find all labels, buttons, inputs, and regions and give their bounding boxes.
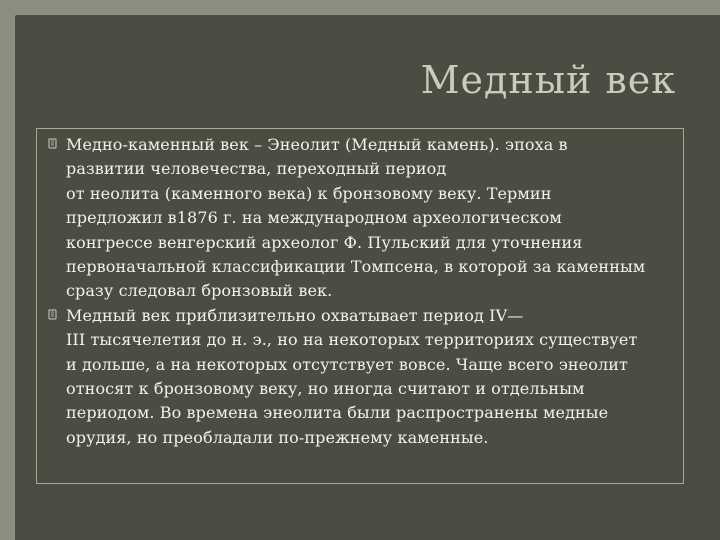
bullet-line: периодом. Во времена энеолита были распространены медные bbox=[66, 403, 609, 423]
bullet-list bbox=[48, 133, 688, 450]
scroll-bullet-icon bbox=[48, 309, 57, 320]
bullet-line: от неолита (каменного века) к бронзовому веку. Термин bbox=[66, 183, 552, 203]
bullet-line: орудия, но преобладали по-прежнему каменные. bbox=[66, 427, 489, 447]
bullet-line: сразу следовал бронзовый век. bbox=[66, 281, 333, 301]
bullet-line: развитии человечества, переходный период bbox=[66, 159, 447, 179]
slide-title: Медный век bbox=[420, 58, 676, 102]
bullet-line: предложил в1876 г. на международном археологическом bbox=[66, 208, 562, 228]
bullet-line: Медно-каменный век – Энеолит (Медный камень). эпоха в bbox=[66, 135, 568, 154]
bullet-line: и дольше, а на некоторых отсутствует вовсе. Чаще всего энеолит bbox=[66, 354, 628, 374]
bullet-line: относят к бронзовому веку, но иногда считают и отдельным bbox=[66, 379, 585, 399]
scroll-bullet-icon bbox=[48, 138, 57, 149]
bullet-item bbox=[48, 133, 688, 304]
bullet-line: конгрессе венгерский археолог Ф. Пульский для уточнения bbox=[66, 232, 583, 252]
bullet-item bbox=[48, 304, 688, 450]
bullet-line: III тысячелетия до н. э., но на некоторых территориях существует bbox=[66, 330, 638, 350]
bullet-line: Медный век приблизительно охватывает период IV— bbox=[66, 305, 524, 325]
bullet-line: первоначальной классификации Томпсена, в которой за каменным bbox=[66, 257, 646, 277]
